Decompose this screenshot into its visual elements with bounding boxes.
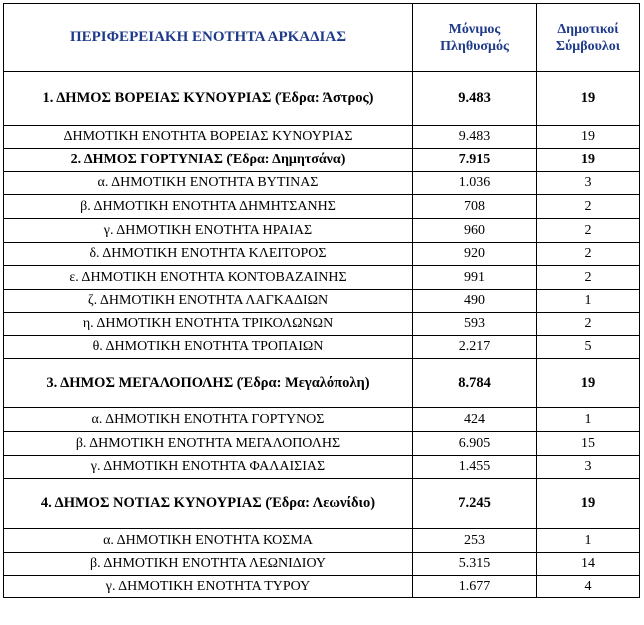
councillors-cell: 19	[537, 126, 640, 149]
councillors-cell: 2	[537, 195, 640, 219]
municipality-row	[4, 72, 640, 126]
population-cell: 1.036	[413, 172, 537, 195]
population-cell: 6.905	[413, 432, 537, 456]
population-cell: 708	[413, 195, 537, 219]
municipality-row	[4, 479, 640, 529]
population-cell: 593	[413, 313, 537, 336]
table-row	[4, 219, 640, 243]
table-row	[4, 408, 640, 432]
councillors-cell: 5	[537, 336, 640, 359]
unit-name-cell: 4. ΔΗΜΟΣ ΝΟΤΙΑΣ ΚΥΝΟΥΡΙΑΣ (Έδρα: Λεωνίδιο)	[4, 479, 413, 529]
population-cell: 991	[413, 266, 537, 290]
table-row	[4, 432, 640, 456]
unit-name-cell: α. ΔΗΜΟΤΙΚΗ ΕΝΟΤΗΤΑ ΓΟΡΤΥΝΟΣ	[4, 408, 413, 432]
population-cell: 1.455	[413, 456, 537, 479]
table-row	[4, 576, 640, 598]
unit-name-cell: α. ΔΗΜΟΤΙΚΗ ΕΝΟΤΗΤΑ ΚΟΣΜΑ	[4, 529, 413, 553]
councillors-header-line1: Δημοτικοί	[557, 21, 619, 37]
table-row	[4, 290, 640, 313]
table-row	[4, 266, 640, 290]
councillors-cell: 19	[537, 479, 640, 529]
councillors-cell: 1	[537, 408, 640, 432]
population-cell: 490	[413, 290, 537, 313]
population-cell: 424	[413, 408, 537, 432]
population-cell: 253	[413, 529, 537, 553]
population-header-line2: Πληθυσμός	[440, 38, 509, 54]
unit-name-cell: ε. ΔΗΜΟΤΙΚΗ ΕΝΟΤΗΤΑ ΚΟΝΤΟΒΑΖΑΙΝΗΣ	[4, 266, 413, 290]
unit-name-cell: ζ. ΔΗΜΟΤΙΚΗ ΕΝΟΤΗΤΑ ΛΑΓΚΑΔΙΩΝ	[4, 290, 413, 313]
councillors-cell: 15	[537, 432, 640, 456]
municipality-row	[4, 359, 640, 408]
table-row	[4, 313, 640, 336]
councillors-cell: 2	[537, 266, 640, 290]
population-header	[413, 4, 537, 72]
councillors-cell: 19	[537, 359, 640, 408]
councillors-cell: 19	[537, 72, 640, 126]
unit-name-cell: γ. ΔΗΜΟΤΙΚΗ ΕΝΟΤΗΤΑ ΦΑΛΑΙΣΙΑΣ	[4, 456, 413, 479]
councillors-cell: 4	[537, 576, 640, 598]
unit-name-cell: β. ΔΗΜΟΤΙΚΗ ΕΝΟΤΗΤΑ ΔΗΜΗΤΣΑΝΗΣ	[4, 195, 413, 219]
unit-name-cell: η. ΔΗΜΟΤΙΚΗ ΕΝΟΤΗΤΑ ΤΡΙΚΟΛΩΝΩΝ	[4, 313, 413, 336]
header-row	[4, 4, 640, 72]
unit-name-cell: θ. ΔΗΜΟΤΙΚΗ ΕΝΟΤΗΤΑ ΤΡΟΠΑΙΩΝ	[4, 336, 413, 359]
unit-name-cell: 1. ΔΗΜΟΣ ΒΟΡΕΙΑΣ ΚΥΝΟΥΡΙΑΣ (Έδρα: Άστρος)	[4, 72, 413, 126]
councillors-cell: 1	[537, 290, 640, 313]
population-cell: 9.483	[413, 126, 537, 149]
councillors-header-line2: Σύμβουλοι	[555, 38, 621, 54]
unit-name-cell: 2. ΔΗΜΟΣ ΓΟΡΤΥΝΙΑΣ (Έδρα: Δημητσάνα)	[4, 149, 413, 172]
region-title: ΠΕΡΙΦΕΡΕΙΑΚΗ ΕΝΟΤΗΤΑ ΑΡΚΑΔΙΑΣ	[4, 4, 413, 72]
unit-name-cell: δ. ΔΗΜΟΤΙΚΗ ΕΝΟΤΗΤΑ ΚΛΕΙΤΟΡΟΣ	[4, 243, 413, 266]
councillors-cell: 2	[537, 243, 640, 266]
unit-name-cell: 3. ΔΗΜΟΣ ΜΕΓΑΛΟΠΟΛΗΣ (Έδρα: Μεγαλόπολη)	[4, 359, 413, 408]
population-cell: 7.915	[413, 149, 537, 172]
unit-name-cell: ΔΗΜΟΤΙΚΗ ΕΝΟΤΗΤΑ ΒΟΡΕΙΑΣ ΚΥΝΟΥΡΙΑΣ	[4, 126, 413, 149]
population-cell: 8.784	[413, 359, 537, 408]
councillors-cell: 19	[537, 149, 640, 172]
councillors-cell: 3	[537, 456, 640, 479]
table-row	[4, 195, 640, 219]
population-table	[3, 3, 640, 598]
table-row	[4, 553, 640, 576]
population-header-line1: Μόνιμος	[448, 21, 501, 37]
councillors-cell: 1	[537, 529, 640, 553]
table-row	[4, 456, 640, 479]
unit-name-cell: α. ΔΗΜΟΤΙΚΗ ΕΝΟΤΗΤΑ ΒΥΤΙΝΑΣ	[4, 172, 413, 195]
unit-name-cell: β. ΔΗΜΟΤΙΚΗ ΕΝΟΤΗΤΑ ΜΕΓΑΛΟΠΟΛΗΣ	[4, 432, 413, 456]
table-row	[4, 126, 640, 149]
councillors-header	[537, 4, 640, 72]
councillors-cell: 2	[537, 313, 640, 336]
unit-name-cell: β. ΔΗΜΟΤΙΚΗ ΕΝΟΤΗΤΑ ΛΕΩΝΙΔΙΟΥ	[4, 553, 413, 576]
unit-name-cell: γ. ΔΗΜΟΤΙΚΗ ΕΝΟΤΗΤΑ ΗΡΑΙΑΣ	[4, 219, 413, 243]
population-cell: 2.217	[413, 336, 537, 359]
table-row	[4, 149, 640, 172]
unit-name-cell: γ. ΔΗΜΟΤΙΚΗ ΕΝΟΤΗΤΑ ΤΥΡΟΥ	[4, 576, 413, 598]
table-row	[4, 529, 640, 553]
table-row	[4, 172, 640, 195]
population-cell: 920	[413, 243, 537, 266]
councillors-cell: 2	[537, 219, 640, 243]
councillors-cell: 3	[537, 172, 640, 195]
population-cell: 5.315	[413, 553, 537, 576]
population-cell: 7.245	[413, 479, 537, 529]
population-cell: 9.483	[413, 72, 537, 126]
population-cell: 1.677	[413, 576, 537, 598]
table-row	[4, 336, 640, 359]
table-row	[4, 243, 640, 266]
councillors-cell: 14	[537, 553, 640, 576]
population-cell: 960	[413, 219, 537, 243]
